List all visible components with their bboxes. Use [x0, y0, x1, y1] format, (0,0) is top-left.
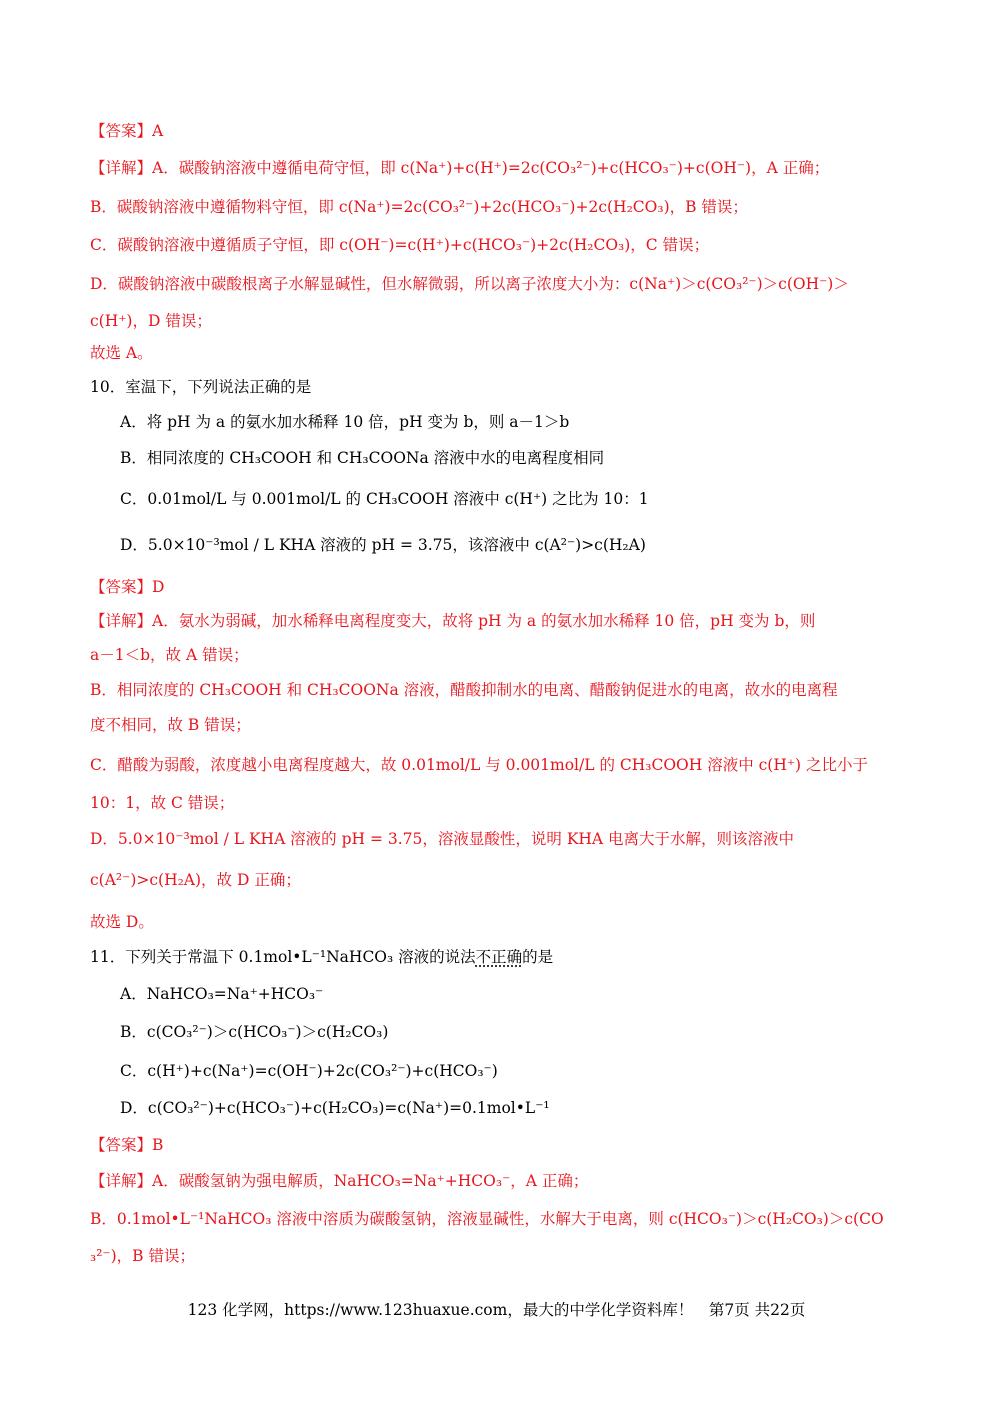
- q10-detail-c1: C．醋酸为弱酸，浓度越小电离程度越大，故 0.01mol/L 与 0.001mol/L 的 CH₃COOH 溶液中 c(H⁺) 之比小于: [90, 756, 869, 774]
- detail-label: 【详解】: [90, 159, 153, 177]
- stem-text-end: 的是: [522, 948, 554, 966]
- q11-answer-line: [90, 1134, 163, 1156]
- q10-detail-b2: 度不相同，故 B 错误；: [90, 716, 251, 734]
- q9-detail-c: C．碳酸钠溶液中遵循质子守恒，即 c(OH⁻)=c(H⁺)+c(HCO₃⁻)+2c(H₂CO₃)，C 错误；: [90, 236, 710, 254]
- q11-detail-a: [90, 1170, 588, 1192]
- q11-option-d: D．c(CO₃²⁻)+c(HCO₃⁻)+c(H₂CO₃)=c(Na⁺)=0.1mol•L⁻¹: [120, 1099, 550, 1117]
- q11-option-b: B．c(CO₃²⁻)＞c(HCO₃⁻)＞c(H₂CO₃): [120, 1023, 389, 1041]
- q10-option-b: B．相同浓度的 CH₃COOH 和 CH₃COONa 溶液中水的电离程度相同: [120, 449, 605, 467]
- stem-text: 11．下列关于常温下 0.1mol•L⁻¹NaHCO₃ 溶液的说法: [90, 948, 476, 966]
- answer-label: 【答案】: [90, 1136, 153, 1154]
- detail-text: A．氨水为弱碱，加水稀释电离程度变大，故将 pH 为 a 的氨水加水稀释 10 倍，pH 变为 b，则: [152, 612, 816, 630]
- q9-detail-a: [90, 157, 829, 179]
- detail-text: A．碳酸氢钠为强电解质，NaHCO₃=Na⁺+HCO₃⁻，A 正确；: [152, 1172, 589, 1190]
- q11-detail-b1: B．0.1mol•L⁻¹NaHCO₃ 溶液中溶质为碳酸氢钠，溶液显碱性，水解大于电离，则 c(HCO₃⁻)＞c(H₂CO₃)＞c(CO: [90, 1210, 884, 1228]
- answer-label: 【答案】: [90, 578, 153, 596]
- q11-option-a: A．NaHCO₃=Na⁺+HCO₃⁻: [120, 985, 324, 1003]
- detail-label: 【详解】: [90, 1172, 153, 1190]
- q10-detail-b1: B．相同浓度的 CH₃COOH 和 CH₃COONa 溶液，醋酸抑制水的电离、醋酸钠促进水的电离，故水的电离程: [90, 681, 838, 699]
- q9-detail-b: B．碳酸钠溶液中遵循物料守恒，即 c(Na⁺)=2c(CO₃²⁻)+2c(HCO₃⁻)+2c(H₂CO₃)，B 错误；: [90, 198, 748, 216]
- q9-detail-d2: c(H⁺)，D 错误；: [90, 312, 212, 330]
- q11-option-c: C．c(H⁺)+c(Na⁺)=c(OH⁻)+2c(CO₃²⁻)+c(HCO₃⁻): [120, 1062, 498, 1080]
- q10-detail-a1: [90, 610, 815, 632]
- q9-conclusion: 故选 A。: [90, 344, 153, 362]
- q10-stem: 10．室温下，下列说法正确的是: [90, 378, 312, 396]
- q10-conclusion: 故选 D。: [90, 913, 154, 931]
- q10-detail-c2: 10：1，故 C 错误；: [90, 794, 235, 812]
- q10-detail-d1: D．5.0×10⁻³mol / L KHA 溶液的 pH = 3.75，溶液显酸性，说明 KHA 电离大于水解，则该溶液中: [90, 830, 795, 848]
- answer-value: B: [152, 1136, 164, 1154]
- detail-text: A．碳酸钠溶液中遵循电荷守恒，即 c(Na⁺)+c(H⁺)=2c(CO₃²⁻)+c(HCO₃⁻)+c(OH⁻)，A 正确；: [152, 159, 830, 177]
- answer-label: 【答案】: [90, 122, 153, 140]
- q10-option-a: A．将 pH 为 a 的氨水加水稀释 10 倍，pH 变为 b，则 a－1＞b: [120, 413, 570, 431]
- answer-value: A: [152, 122, 164, 140]
- q10-detail-d2: c(A²⁻)>c(H₂A)，故 D 正确；: [90, 871, 301, 889]
- detail-label: 【详解】: [90, 612, 153, 630]
- q11-stem: [90, 946, 553, 968]
- answer-value: D: [152, 578, 165, 596]
- stem-emphasis: 不正确: [475, 948, 523, 966]
- q9-answer-line: [90, 120, 163, 142]
- q10-option-c: C．0.01mol/L 与 0.001mol/L 的 CH₃COOH 溶液中 c(H⁺) 之比为 10：1: [120, 490, 649, 508]
- page-footer: 123 化学网，https://www.123huaxue.com，最大的中学化学资料库！ 第7页 共22页: [187, 1301, 806, 1319]
- q10-option-d: D．5.0×10⁻³mol / L KHA 溶液的 pH = 3.75，该溶液中 c(A²⁻)>c(H₂A): [120, 536, 646, 554]
- q9-detail-d1: D．碳酸钠溶液中碳酸根离子水解显碱性，但水解微弱，所以离子浓度大小为：c(Na⁺)＞c(CO₃²⁻)＞c(OH⁻)＞: [90, 275, 849, 293]
- q11-detail-b2: ₃²⁻)，B 错误；: [90, 1247, 195, 1265]
- q10-detail-a2: a－1＜b，故 A 错误；: [90, 646, 249, 664]
- q10-answer-line: [90, 576, 164, 598]
